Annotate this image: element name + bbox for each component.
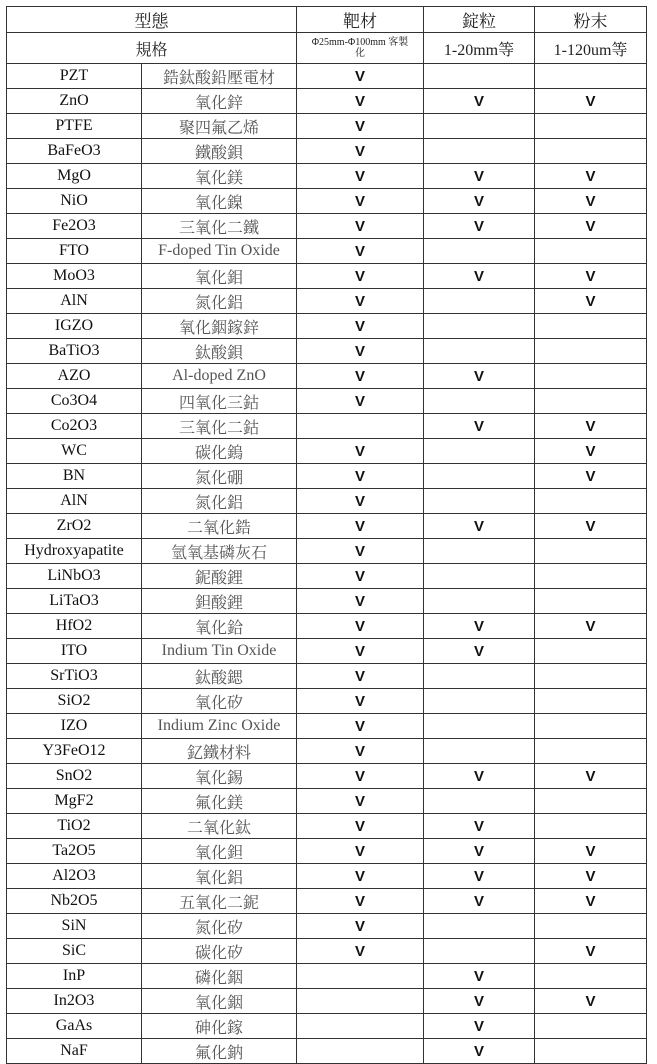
pellet-mark	[424, 239, 535, 264]
target-mark: V	[297, 864, 424, 889]
material-name: 氧化鋁	[142, 864, 297, 889]
table-row	[7, 964, 647, 989]
material-name: 氫氧基磷灰石	[142, 539, 297, 564]
material-code: MoO3	[7, 264, 142, 289]
material-name: 四氧化三鈷	[142, 389, 297, 414]
material-code: AlN	[7, 289, 142, 314]
material-code: ZnO	[7, 89, 142, 114]
material-code: SiC	[7, 939, 142, 964]
target-spec: Φ25mm-Φ100mm 客製化	[297, 33, 424, 64]
material-code: WC	[7, 439, 142, 464]
material-name: 氧化銦	[142, 989, 297, 1014]
spec-header: 規格	[7, 33, 297, 64]
powder-mark: V	[535, 164, 647, 189]
pellet-mark	[424, 589, 535, 614]
table-row	[7, 539, 647, 564]
pellet-mark	[424, 739, 535, 764]
material-code: TiO2	[7, 814, 142, 839]
material-code: HfO2	[7, 614, 142, 639]
material-name: 氮化鋁	[142, 289, 297, 314]
target-mark: V	[297, 114, 424, 139]
powder-mark	[535, 914, 647, 939]
pellet-mark: V	[424, 414, 535, 439]
material-code: LiNbO3	[7, 564, 142, 589]
material-code: SnO2	[7, 764, 142, 789]
powder-mark	[535, 339, 647, 364]
table-row	[7, 889, 647, 914]
powder-mark	[535, 964, 647, 989]
powder-mark: V	[535, 89, 647, 114]
pellet-mark	[424, 914, 535, 939]
target-mark: V	[297, 64, 424, 89]
target-mark: V	[297, 214, 424, 239]
pellet-mark	[424, 289, 535, 314]
target-mark: V	[297, 464, 424, 489]
powder-mark	[535, 489, 647, 514]
material-name: 碳化矽	[142, 939, 297, 964]
target-mark: V	[297, 739, 424, 764]
type-header: 型態	[7, 7, 297, 33]
target-mark	[297, 989, 424, 1014]
target-mark: V	[297, 789, 424, 814]
material-code: In2O3	[7, 989, 142, 1014]
powder-mark: V	[535, 439, 647, 464]
target-mark: V	[297, 664, 424, 689]
target-mark: V	[297, 939, 424, 964]
pellet-mark: V	[424, 264, 535, 289]
powder-mark	[535, 1014, 647, 1039]
target-mark	[297, 414, 424, 439]
table-row	[7, 214, 647, 239]
header-row-type	[7, 7, 647, 33]
material-code: Co3O4	[7, 389, 142, 414]
material-code: Nb2O5	[7, 889, 142, 914]
powder-mark: V	[535, 264, 647, 289]
powder-mark: V	[535, 864, 647, 889]
material-code: AlN	[7, 489, 142, 514]
table-row	[7, 414, 647, 439]
material-name: 聚四氟乙烯	[142, 114, 297, 139]
table-row	[7, 514, 647, 539]
material-code: LiTaO3	[7, 589, 142, 614]
pellet-mark: V	[424, 839, 535, 864]
material-code: AZO	[7, 364, 142, 389]
table-row	[7, 939, 647, 964]
pellet-mark: V	[424, 764, 535, 789]
material-name: 氟化鎂	[142, 789, 297, 814]
material-code: Co2O3	[7, 414, 142, 439]
table-row	[7, 339, 647, 364]
material-name: 氧化鉿	[142, 614, 297, 639]
pellet-mark	[424, 314, 535, 339]
powder-mark	[535, 389, 647, 414]
pellet-mark: V	[424, 1039, 535, 1064]
table-row	[7, 314, 647, 339]
material-name: 鐵酸鋇	[142, 139, 297, 164]
powder-mark	[535, 689, 647, 714]
material-name: Al-doped ZnO	[142, 364, 297, 389]
powder-mark: V	[535, 939, 647, 964]
pellet-mark: V	[424, 189, 535, 214]
target-mark: V	[297, 514, 424, 539]
pellet-mark: V	[424, 964, 535, 989]
table-row	[7, 789, 647, 814]
table-row	[7, 864, 647, 889]
powder-mark: V	[535, 764, 647, 789]
pellet-mark: V	[424, 514, 535, 539]
pellet-mark	[424, 389, 535, 414]
powder-mark	[535, 139, 647, 164]
table-row	[7, 689, 647, 714]
target-mark: V	[297, 164, 424, 189]
powder-mark: V	[535, 189, 647, 214]
pellet-mark	[424, 339, 535, 364]
pellet-mark	[424, 114, 535, 139]
table-row	[7, 564, 647, 589]
target-mark: V	[297, 539, 424, 564]
target-column-header: 靶材	[297, 7, 424, 33]
table-row	[7, 114, 647, 139]
target-mark: V	[297, 689, 424, 714]
powder-mark	[535, 64, 647, 89]
target-mark: V	[297, 139, 424, 164]
material-code: BN	[7, 464, 142, 489]
pellet-mark: V	[424, 989, 535, 1014]
material-code: Hydroxyapatite	[7, 539, 142, 564]
material-code: SiO2	[7, 689, 142, 714]
powder-mark: V	[535, 514, 647, 539]
material-name: 二氧化鈦	[142, 814, 297, 839]
table-row	[7, 764, 647, 789]
table-row	[7, 639, 647, 664]
target-mark	[297, 1039, 424, 1064]
table-row	[7, 439, 647, 464]
table-row	[7, 264, 647, 289]
pellet-mark	[424, 564, 535, 589]
powder-mark: V	[535, 989, 647, 1014]
target-mark: V	[297, 264, 424, 289]
material-name: 氧化鎳	[142, 189, 297, 214]
material-code: IGZO	[7, 314, 142, 339]
material-name: 氧化鋅	[142, 89, 297, 114]
table-row	[7, 589, 647, 614]
pellet-mark: V	[424, 889, 535, 914]
material-name: 氮化鋁	[142, 489, 297, 514]
powder-mark	[535, 789, 647, 814]
material-code: Y3FeO12	[7, 739, 142, 764]
target-mark: V	[297, 614, 424, 639]
pellet-mark: V	[424, 364, 535, 389]
table-row	[7, 189, 647, 214]
material-name: 氧化矽	[142, 689, 297, 714]
target-mark	[297, 964, 424, 989]
powder-mark	[535, 739, 647, 764]
table-row	[7, 139, 647, 164]
material-name: 氧化銦鎵鋅	[142, 314, 297, 339]
material-name: 氧化鎂	[142, 164, 297, 189]
material-code: IZO	[7, 714, 142, 739]
material-name: Indium Zinc Oxide	[142, 714, 297, 739]
table-row	[7, 714, 647, 739]
pellet-mark: V	[424, 1014, 535, 1039]
pellet-mark: V	[424, 814, 535, 839]
table-row	[7, 664, 647, 689]
pellet-mark: V	[424, 214, 535, 239]
table-row	[7, 914, 647, 939]
material-name: 氮化硼	[142, 464, 297, 489]
material-name: 鋯鈦酸鉛壓電材	[142, 64, 297, 89]
powder-mark	[535, 364, 647, 389]
target-mark	[297, 1014, 424, 1039]
pellet-mark: V	[424, 89, 535, 114]
table-row	[7, 239, 647, 264]
target-mark: V	[297, 589, 424, 614]
pellet-mark	[424, 939, 535, 964]
material-name: F-doped Tin Oxide	[142, 239, 297, 264]
material-name: 磷化銦	[142, 964, 297, 989]
pellet-mark	[424, 464, 535, 489]
table-row	[7, 839, 647, 864]
table-row	[7, 739, 647, 764]
powder-mark	[535, 814, 647, 839]
powder-mark: V	[535, 214, 647, 239]
pellet-mark	[424, 714, 535, 739]
powder-mark: V	[535, 614, 647, 639]
powder-mark: V	[535, 464, 647, 489]
table-row	[7, 1039, 647, 1064]
material-code: GaAs	[7, 1014, 142, 1039]
materials-table	[6, 6, 647, 1064]
pellet-mark	[424, 664, 535, 689]
powder-mark: V	[535, 889, 647, 914]
table-row	[7, 164, 647, 189]
material-code: ITO	[7, 639, 142, 664]
target-mark: V	[297, 914, 424, 939]
target-mark: V	[297, 339, 424, 364]
pellet-mark	[424, 789, 535, 814]
material-name: 鉭酸鋰	[142, 589, 297, 614]
material-name: 氧化錫	[142, 764, 297, 789]
table-row	[7, 614, 647, 639]
material-name: 砷化鎵	[142, 1014, 297, 1039]
material-code: BaFeO3	[7, 139, 142, 164]
table-row	[7, 364, 647, 389]
material-code: SiN	[7, 914, 142, 939]
material-name: 三氧化二鈷	[142, 414, 297, 439]
target-mark: V	[297, 639, 424, 664]
pellet-mark	[424, 139, 535, 164]
material-name: Indium Tin Oxide	[142, 639, 297, 664]
target-mark: V	[297, 289, 424, 314]
pellet-mark: V	[424, 614, 535, 639]
target-mark: V	[297, 389, 424, 414]
pellet-mark: V	[424, 639, 535, 664]
target-mark: V	[297, 439, 424, 464]
table-row	[7, 1014, 647, 1039]
material-name: 氧化鉬	[142, 264, 297, 289]
material-code: InP	[7, 964, 142, 989]
header-row-spec	[7, 33, 647, 64]
powder-spec: 1-120um等	[535, 33, 647, 64]
target-mark: V	[297, 239, 424, 264]
material-name: 五氧化二鈮	[142, 889, 297, 914]
material-name: 鈮酸鋰	[142, 564, 297, 589]
material-code: Fe2O3	[7, 214, 142, 239]
target-mark: V	[297, 714, 424, 739]
table-row	[7, 89, 647, 114]
table-row	[7, 489, 647, 514]
pellet-mark	[424, 439, 535, 464]
powder-mark	[535, 1039, 647, 1064]
material-code: PTFE	[7, 114, 142, 139]
pellet-mark	[424, 689, 535, 714]
table-row	[7, 464, 647, 489]
pellet-mark: V	[424, 164, 535, 189]
material-code: MgO	[7, 164, 142, 189]
powder-mark	[535, 114, 647, 139]
pellet-mark	[424, 539, 535, 564]
material-name: 碳化鎢	[142, 439, 297, 464]
table-row	[7, 389, 647, 414]
pellet-mark: V	[424, 864, 535, 889]
material-name: 三氧化二鐵	[142, 214, 297, 239]
material-code: BaTiO3	[7, 339, 142, 364]
target-mark: V	[297, 314, 424, 339]
table-row	[7, 989, 647, 1014]
target-mark: V	[297, 564, 424, 589]
material-code: Ta2O5	[7, 839, 142, 864]
material-code: ZrO2	[7, 514, 142, 539]
powder-mark: V	[535, 839, 647, 864]
material-code: NaF	[7, 1039, 142, 1064]
material-code: FTO	[7, 239, 142, 264]
powder-mark	[535, 664, 647, 689]
pellet-mark	[424, 489, 535, 514]
target-mark: V	[297, 764, 424, 789]
material-name: 釔鐵材料	[142, 739, 297, 764]
pellet-spec: 1-20mm等	[424, 33, 535, 64]
material-name: 氧化鉭	[142, 839, 297, 864]
material-code: PZT	[7, 64, 142, 89]
target-mark: V	[297, 364, 424, 389]
material-code: Al2O3	[7, 864, 142, 889]
table-row	[7, 814, 647, 839]
powder-mark	[535, 564, 647, 589]
target-mark: V	[297, 889, 424, 914]
powder-mark	[535, 314, 647, 339]
powder-column-header: 粉末	[535, 7, 647, 33]
powder-mark: V	[535, 289, 647, 314]
material-name: 鈦酸鋇	[142, 339, 297, 364]
powder-mark	[535, 539, 647, 564]
material-name: 氟化鈉	[142, 1039, 297, 1064]
pellet-column-header: 錠粒	[424, 7, 535, 33]
target-mark: V	[297, 489, 424, 514]
powder-mark	[535, 639, 647, 664]
target-mark: V	[297, 839, 424, 864]
material-name: 氮化矽	[142, 914, 297, 939]
material-name: 鈦酸鍶	[142, 664, 297, 689]
material-code: NiO	[7, 189, 142, 214]
powder-mark	[535, 714, 647, 739]
target-mark: V	[297, 814, 424, 839]
pellet-mark	[424, 64, 535, 89]
target-mark: V	[297, 89, 424, 114]
powder-mark	[535, 589, 647, 614]
powder-mark: V	[535, 414, 647, 439]
powder-mark	[535, 239, 647, 264]
material-code: SrTiO3	[7, 664, 142, 689]
target-mark: V	[297, 189, 424, 214]
table-row	[7, 64, 647, 89]
material-code: MgF2	[7, 789, 142, 814]
table-row	[7, 289, 647, 314]
material-name: 二氧化鋯	[142, 514, 297, 539]
